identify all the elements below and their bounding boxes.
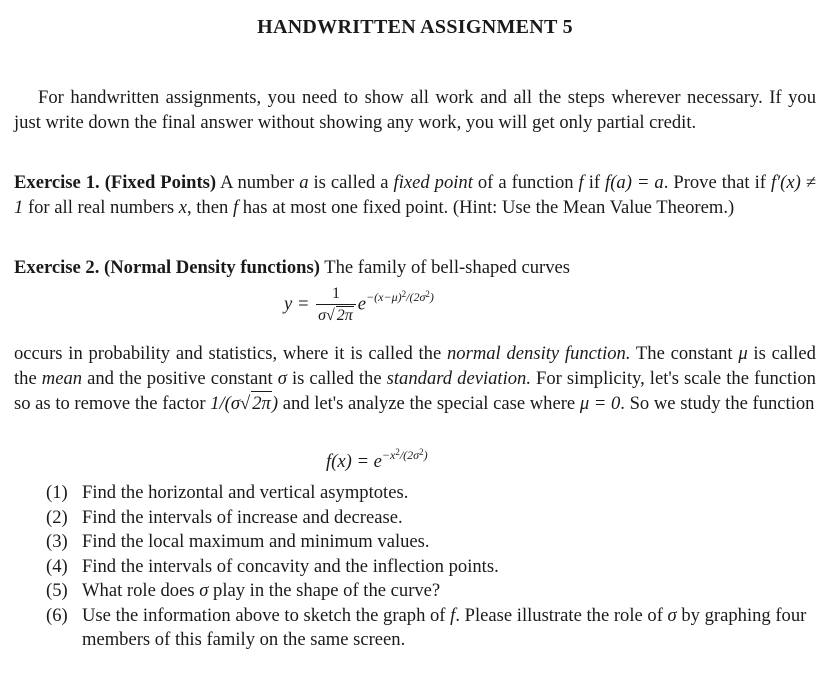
exponent-text: ) (429, 290, 434, 305)
list-item-number: (2) (46, 506, 68, 528)
exercise-2-text: occurs in probability and statistics, where it is called the (14, 343, 447, 364)
formula-fraction (316, 285, 356, 325)
exercise-1-text: is called a (308, 172, 394, 193)
exercise-1-text: . Prove that if (663, 172, 771, 193)
exercise-1-text: A number (220, 172, 300, 193)
math-sigma: σ (277, 367, 287, 389)
list-item-number: (6) (46, 604, 68, 626)
list-item (46, 579, 816, 604)
exercise-1 (14, 171, 816, 220)
exercise-1-text: has at most one fixed point. (Hint: Use the Mean Value Theorem.) (238, 196, 735, 218)
formula-lhs: y = (284, 293, 310, 315)
math-sigma: σ (199, 580, 209, 601)
exercise-2-text: and let's analyze the special case where (278, 393, 580, 414)
exercise-2-text: The constant (630, 343, 739, 364)
list-item (46, 555, 816, 580)
exercise-1-text: if (583, 172, 606, 193)
intro-paragraph: For handwritten assignments, you need to show all work and all the steps wherever necessary. If you just write down the final answer without showing any work, you will get only partial credit. (14, 87, 816, 133)
term-normal-density: normal density function. (447, 343, 631, 364)
list-item-number: (3) (46, 531, 68, 552)
exp-base: e (357, 293, 367, 315)
math-scale-factor: 1/(σ√ 2π) (210, 393, 278, 414)
term-standard-deviation: standard deviation. (386, 367, 531, 389)
list-item-number: (1) (46, 482, 68, 503)
page-title: HANDWRITTEN ASSIGNMENT 5 (257, 16, 573, 38)
math-f: f (450, 604, 456, 626)
math-f: f (578, 172, 584, 193)
formula-exponent (382, 448, 428, 462)
exercise-2-text: The family of bell-shaped curves (324, 257, 570, 278)
list-item (46, 481, 816, 506)
exponent-power: 2 (419, 447, 424, 457)
list-item (46, 530, 816, 555)
list-item-text: Find the intervals of concavity and the inflection points. (82, 555, 499, 577)
math-sigma: σ (318, 307, 326, 324)
list-item-number: (5) (46, 580, 68, 601)
fraction-denominator: σ√ 2π (318, 307, 353, 324)
exercise-2-text: is called the (14, 343, 816, 389)
exercise-2-text: is called the (286, 367, 387, 389)
exercise-1-text: of a function (472, 172, 579, 193)
list-item-text (82, 579, 816, 604)
math-f: f (232, 196, 239, 218)
exercise-2-heading (14, 256, 816, 281)
exponent-power: 2 (395, 447, 400, 457)
math-mu: μ (738, 343, 748, 364)
math-a: a (299, 172, 309, 193)
scaled-function-formula (326, 447, 428, 473)
list-item-text: Find the intervals of increase and decrease. (82, 506, 403, 528)
exponent-text: ) (423, 448, 428, 462)
item-text-part: Use the information above to sketch the graph of (82, 604, 451, 626)
item-text-part: play in the shape of the curve? (208, 580, 441, 601)
list-item-text: Find the horizontal and vertical asymptotes. (82, 482, 409, 503)
sqrt-radicand: 2π (336, 307, 353, 324)
list-item-text (82, 604, 816, 653)
exponent-text: −x (381, 448, 396, 462)
math-derivative-condition: f′(x) ≠ 1 (14, 172, 816, 218)
fraction-numerator: 1 (316, 285, 356, 305)
exponent-text: /(2σ (406, 290, 426, 305)
math-sigma: σ (667, 604, 677, 626)
term-fixed-point: fixed point (393, 172, 473, 193)
normal-density-formula (284, 285, 434, 325)
sqrt-radicand: 2π (251, 391, 272, 417)
exercise-2-name: (Normal Density functions) (104, 257, 320, 278)
task-list (46, 481, 816, 653)
item-text-part: What role does (82, 580, 200, 601)
factor-text: ) (271, 393, 279, 414)
exponent-power: 2 (401, 289, 407, 300)
exercise-2-text: . So we study the function (620, 393, 815, 414)
exponent-power: 2 (425, 289, 430, 300)
item-text-part: by graphing four members of this family on the same screen. (82, 604, 807, 650)
exercise-2-paragraph (14, 342, 816, 417)
list-item (46, 506, 816, 531)
formula-exponent (366, 290, 434, 304)
exponent-text: /(2σ (399, 448, 420, 462)
math-mu-zero: μ = 0 (579, 393, 621, 414)
factor-text: 1/(σ (210, 393, 241, 414)
list-item-text: Find the local maximum and minimum values. (82, 531, 430, 552)
list-item (46, 604, 816, 653)
list-item-number: (4) (46, 555, 68, 577)
math-fixed-point-equation: f(a) = a (605, 172, 664, 193)
formula-lhs: f(x) = e (326, 451, 382, 472)
exercise-2-text: For simplicity, let's scale the function so as to remove the factor (14, 367, 816, 414)
exercise-2-text: and the positive constant (82, 367, 278, 389)
exponent-text: −(x−μ) (366, 290, 402, 305)
item-text-part: . Please illustrate the role of (455, 604, 668, 626)
exercise-1-text: for all real numbers (23, 196, 179, 218)
term-mean: mean (41, 367, 83, 389)
exercise-2-label: Exercise 2. (14, 257, 100, 278)
exercise-1-name: (Fixed Points) (104, 172, 217, 193)
exercise-1-text: , then (186, 196, 233, 218)
exercise-1-label: Exercise 1. (14, 172, 100, 193)
math-x: x (178, 196, 187, 218)
